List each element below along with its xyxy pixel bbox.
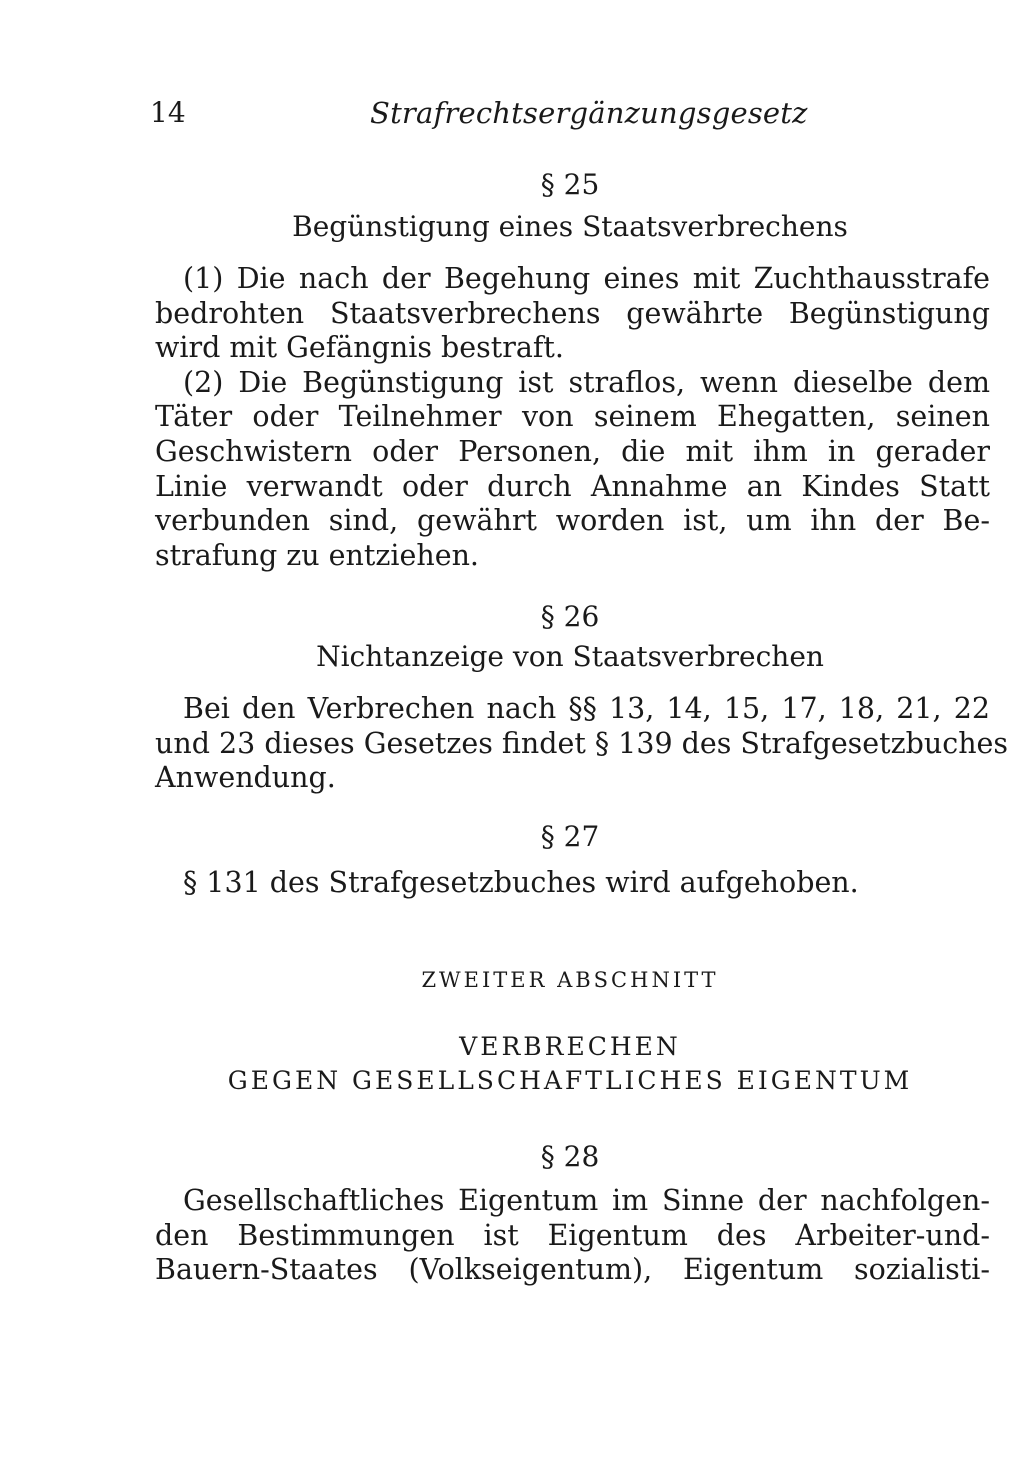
text-line: strafung zu entziehen. <box>155 538 479 572</box>
section-26-body <box>155 692 1009 796</box>
section-25-title: Begünstigung eines Staatsverbrechens <box>292 210 848 243</box>
text-line: Täter oder Teilnehmer von seinem Ehegatten, seinen <box>155 400 990 434</box>
text-line: bedrohten Staatsverbrechens gewährte Begünstigung <box>155 296 990 330</box>
chapter-title-line-1: VERBRECHEN <box>459 1032 681 1061</box>
text-line: Bauern-Staates (Volkseigentum), Eigentum sozialisti- <box>155 1253 990 1287</box>
section-28-number: § 28 <box>540 1140 600 1173</box>
section-26-number: § 26 <box>540 600 600 633</box>
text-line: Bei den Verbrechen nach §§ 13, 14, 15, 17, 18, 21, 22 <box>183 692 990 725</box>
text-line: Geschwistern oder Personen, die mit ihm in gerader <box>155 434 990 468</box>
section-26-title: Nichtanzeige von Staatsverbrechen <box>316 640 824 673</box>
text-line: den Bestimmungen ist Eigentum des Arbeiter-und- <box>155 1218 990 1252</box>
section-27-number: § 27 <box>540 820 600 853</box>
page-number: 14 <box>150 96 186 129</box>
text-line: Gesellschaftliches Eigentum im Sinne der nachfolgen- <box>183 1184 990 1217</box>
section-28-body <box>155 1184 990 1288</box>
text-line: Anwendung. <box>155 761 336 795</box>
section-27-body <box>155 866 990 901</box>
text-line: verbunden sind, gewährt worden ist, um ihn der Be- <box>155 504 990 538</box>
chapter-title-line-2: GEGEN GESELLSCHAFTLICHES EIGENTUM <box>227 1066 913 1095</box>
text-line: wird mit Gefängnis bestraft. <box>155 331 564 365</box>
text-line: und 23 dieses Gesetzes findet § 139 des Strafgesetzbuches <box>155 726 1009 760</box>
section-25-number: § 25 <box>540 168 600 201</box>
section-25-body <box>155 262 990 573</box>
text-line: (2) Die Begünstigung ist straflos, wenn dieselbe dem <box>183 365 990 399</box>
page-header <box>150 96 990 136</box>
running-title: Strafrechtsergänzungsgesetz <box>370 96 808 130</box>
text-line: § 131 des Strafgesetzbuches wird aufgehoben. <box>183 866 859 899</box>
text-line: Linie verwandt oder durch Annahme an Kindes Statt <box>155 469 990 503</box>
text-line: (1) Die nach der Begehung eines mit Zuchthausstrafe <box>183 262 990 295</box>
chapter-label: ZWEITER ABSCHNITT <box>421 968 719 992</box>
